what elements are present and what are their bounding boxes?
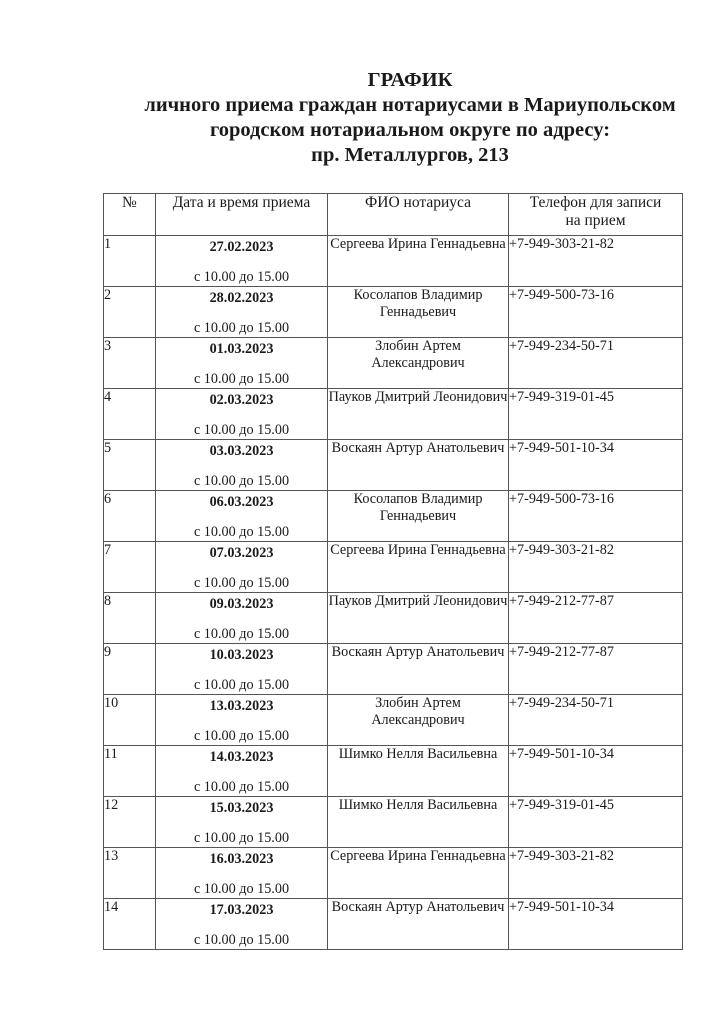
- row-date: 07.03.2023: [209, 545, 274, 561]
- row-notary-name: Шимко Нелля Васильевна: [328, 797, 509, 848]
- header-phone: [509, 194, 683, 236]
- row-datetime: [156, 542, 328, 593]
- row-date: 01.03.2023: [209, 341, 274, 357]
- table-row: [104, 491, 683, 542]
- table-row: [104, 848, 683, 899]
- title-subtitle-line-1: личного приема граждан нотариусами в Мариупольском: [144, 94, 676, 116]
- table-row: [104, 797, 683, 848]
- row-datetime: [156, 287, 328, 338]
- row-phone: +7-949-303-21-82: [509, 236, 683, 287]
- row-num: 10: [104, 695, 156, 746]
- document-title: [80, 68, 724, 168]
- table-row: [104, 593, 683, 644]
- row-phone: +7-949-501-10-34: [509, 899, 683, 950]
- row-notary-name: Воскаян Артур Анатольевич: [328, 440, 509, 491]
- row-num: 13: [104, 848, 156, 899]
- table-row: [104, 440, 683, 491]
- row-time: с 10.00 до 15.00: [193, 575, 290, 591]
- row-time: с 10.00 до 15.00: [193, 371, 290, 387]
- row-time: с 10.00 до 15.00: [193, 779, 290, 795]
- row-time: с 10.00 до 15.00: [193, 422, 290, 438]
- row-time: с 10.00 до 15.00: [193, 677, 290, 693]
- row-phone: +7-949-319-01-45: [509, 797, 683, 848]
- row-date: 16.03.2023: [209, 851, 274, 867]
- row-notary-name: Пауков Дмитрий Леонидович: [328, 593, 509, 644]
- title-subtitle-line-2: городском нотариальном округе по адресу:: [209, 119, 611, 141]
- row-notary-name: Сергеева Ирина Геннадьевна: [328, 542, 509, 593]
- row-phone: +7-949-500-73-16: [509, 491, 683, 542]
- row-num: 4: [104, 389, 156, 440]
- row-num: 7: [104, 542, 156, 593]
- row-datetime: [156, 797, 328, 848]
- row-num: 14: [104, 899, 156, 950]
- header-datetime: Дата и время приема: [156, 194, 328, 236]
- row-date: 28.02.2023: [209, 290, 274, 306]
- row-date: 06.03.2023: [209, 494, 274, 510]
- table-header-row: [104, 194, 683, 236]
- row-num: 3: [104, 338, 156, 389]
- table-row: [104, 236, 683, 287]
- row-time: с 10.00 до 15.00: [193, 932, 290, 948]
- row-datetime: [156, 389, 328, 440]
- row-date: 27.02.2023: [209, 239, 274, 255]
- row-time: с 10.00 до 15.00: [193, 269, 290, 285]
- row-date: 13.03.2023: [209, 698, 274, 714]
- row-phone: +7-949-500-73-16: [509, 287, 683, 338]
- row-time: с 10.00 до 15.00: [193, 881, 290, 897]
- row-datetime: [156, 695, 328, 746]
- row-datetime: [156, 644, 328, 695]
- row-phone: +7-949-212-77-87: [509, 593, 683, 644]
- row-datetime: [156, 899, 328, 950]
- row-time: с 10.00 до 15.00: [193, 626, 290, 642]
- row-phone: +7-949-303-21-82: [509, 848, 683, 899]
- row-phone: +7-949-234-50-71: [509, 695, 683, 746]
- row-num: 1: [104, 236, 156, 287]
- row-num: 6: [104, 491, 156, 542]
- table-row: [104, 389, 683, 440]
- header-phone-line-1: Телефон для записи: [529, 194, 662, 211]
- row-datetime: [156, 848, 328, 899]
- header-num: №: [104, 194, 156, 236]
- table-row: [104, 899, 683, 950]
- row-datetime: [156, 338, 328, 389]
- row-num: 8: [104, 593, 156, 644]
- row-datetime: [156, 440, 328, 491]
- row-time: с 10.00 до 15.00: [193, 728, 290, 744]
- row-time: с 10.00 до 15.00: [193, 524, 290, 540]
- row-num: 5: [104, 440, 156, 491]
- table-row: [104, 287, 683, 338]
- row-notary-name: Сергеева Ирина Геннадьевна: [328, 236, 509, 287]
- row-date: 10.03.2023: [209, 647, 274, 663]
- row-phone: +7-949-319-01-45: [509, 389, 683, 440]
- row-notary-name: Воскаян Артур Анатольевич: [328, 899, 509, 950]
- row-phone: +7-949-212-77-87: [509, 644, 683, 695]
- header-phone-line-2: на прием: [565, 212, 626, 229]
- table-row: [104, 695, 683, 746]
- row-notary-name: Сергеева Ирина Геннадьевна: [328, 848, 509, 899]
- row-notary-name: Косолапов Владимир Геннадьевич: [328, 287, 509, 338]
- row-phone: +7-949-501-10-34: [509, 746, 683, 797]
- table-row: [104, 542, 683, 593]
- schedule-table: [103, 193, 683, 950]
- row-date: 02.03.2023: [209, 392, 274, 408]
- row-time: с 10.00 до 15.00: [193, 320, 290, 336]
- row-notary-name: Воскаян Артур Анатольевич: [328, 644, 509, 695]
- row-datetime: [156, 236, 328, 287]
- table-row: [104, 644, 683, 695]
- row-num: 11: [104, 746, 156, 797]
- row-notary-name: Косолапов Владимир Геннадьевич: [328, 491, 509, 542]
- row-phone: +7-949-303-21-82: [509, 542, 683, 593]
- row-notary-name: Злобин Артем Александрович: [328, 695, 509, 746]
- row-date: 03.03.2023: [209, 443, 274, 459]
- row-time: с 10.00 до 15.00: [193, 473, 290, 489]
- table-row: [104, 338, 683, 389]
- header-notary: ФИО нотариуса: [328, 194, 509, 236]
- row-date: 15.03.2023: [209, 800, 274, 816]
- row-notary-name: Злобин Артем Александрович: [328, 338, 509, 389]
- row-phone: +7-949-501-10-34: [509, 440, 683, 491]
- row-date: 14.03.2023: [209, 749, 274, 765]
- row-datetime: [156, 491, 328, 542]
- row-time: с 10.00 до 15.00: [193, 830, 290, 846]
- row-date: 09.03.2023: [209, 596, 274, 612]
- row-notary-name: Шимко Нелля Васильевна: [328, 746, 509, 797]
- row-num: 9: [104, 644, 156, 695]
- row-datetime: [156, 593, 328, 644]
- row-notary-name: Пауков Дмитрий Леонидович: [328, 389, 509, 440]
- row-phone: +7-949-234-50-71: [509, 338, 683, 389]
- title-heading: ГРАФИК: [367, 69, 453, 91]
- row-num: 2: [104, 287, 156, 338]
- row-datetime: [156, 746, 328, 797]
- table-row: [104, 746, 683, 797]
- row-num: 12: [104, 797, 156, 848]
- title-address: пр. Металлургов, 213: [311, 144, 509, 166]
- row-date: 17.03.2023: [209, 902, 274, 918]
